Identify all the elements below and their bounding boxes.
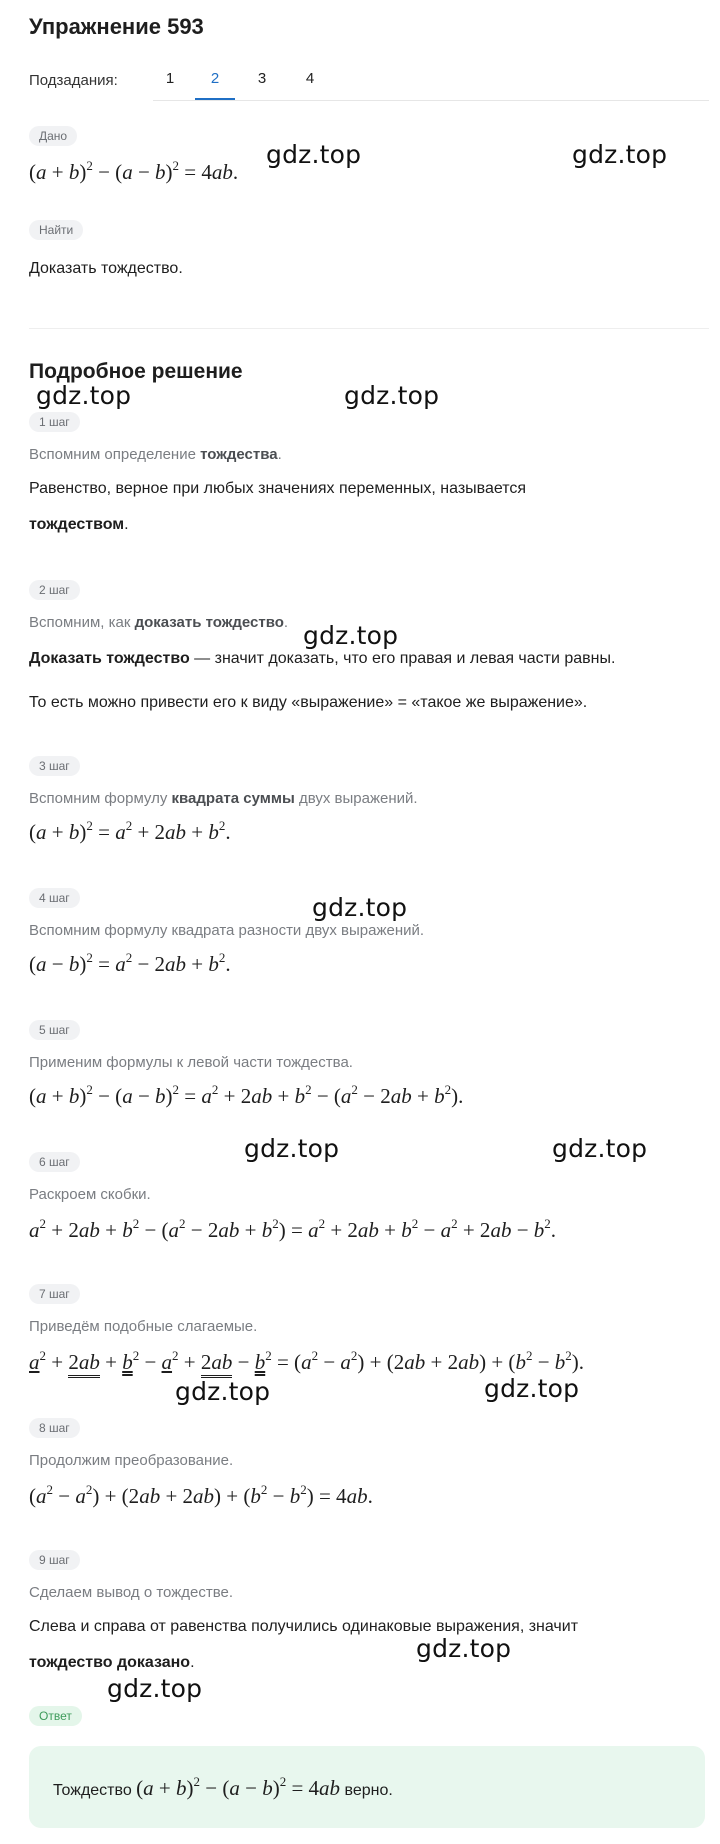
step-6-intro: Раскроем скобки. (29, 1186, 151, 1203)
step-9-text: Слева и справа от равенства получились одинаковые выражения, значит (29, 1618, 579, 1635)
subtasks-bar (29, 62, 709, 100)
step-8-intro: Продолжим преобразование. (29, 1452, 234, 1469)
step-1-text-2: тождеством. (29, 516, 129, 533)
tab-subtask-4[interactable]: 4 (305, 70, 315, 87)
step-1-badge: 1 шаг (29, 412, 80, 432)
find-badge: Найти (29, 220, 83, 240)
step-2-text: Доказать тождество — значит доказать, что его правая и левая части равны. (29, 650, 616, 667)
watermark: gdz.top (416, 1634, 512, 1663)
step-5-intro: Применим формулы к левой части тождества. (29, 1054, 353, 1071)
tab-subtask-3[interactable]: 3 (257, 70, 267, 87)
active-tab-indicator (195, 98, 235, 100)
step-6-badge: 6 шаг (29, 1152, 80, 1172)
step-7-formula: $a^2 + 2ab + b^2 - a^2 + 2ab - b^2 = (a^2 - a^2) + (2ab + 2ab) + (b^2 - b^2)$. (29, 1350, 584, 1375)
step-1-text: Равенство, верное при любых значениях переменных, называется (29, 480, 527, 497)
page-title: Упражнение 593 (29, 14, 204, 39)
solution-title: Подробное решение (29, 360, 243, 383)
step-9-badge: 9 шаг (29, 1550, 80, 1570)
step-4-badge: 4 шаг (29, 888, 80, 908)
step-1-intro: Вспомним определение тождества. (29, 446, 282, 463)
watermark: gdz.top (344, 381, 440, 410)
watermark: gdz.top (484, 1374, 580, 1403)
step-3-formula: $(a + b)^2 = a^2 + 2ab + b^2$. (29, 818, 231, 844)
step-4-intro: Вспомним формулу квадрата разности двух выражений. (29, 922, 425, 939)
step-7-intro: Приведём подобные слагаемые. (29, 1318, 258, 1335)
watermark: gdz.top (266, 140, 362, 169)
step-9-text-2: тождество доказано. (29, 1654, 195, 1671)
answer-box (29, 1746, 705, 1828)
tabs-rule (153, 100, 709, 101)
watermark: gdz.top (36, 381, 132, 410)
given-badge: Дано (29, 126, 77, 146)
step-2-intro: Вспомним, как доказать тождество. (29, 614, 289, 631)
watermark: gdz.top (312, 893, 408, 922)
find-text: Доказать тождество. (29, 260, 183, 277)
step-6-formula: $a^2 + 2ab + b^2 - (a^2 - 2ab + b^2) = a^2 + 2ab + b^2 - a^2 + 2ab - b^2$. (29, 1216, 557, 1242)
watermark: gdz.top (552, 1134, 648, 1163)
step-5-badge: 5 шаг (29, 1020, 80, 1040)
watermark: gdz.top (175, 1377, 271, 1406)
watermark: gdz.top (303, 621, 399, 650)
answer-badge: Ответ (29, 1706, 82, 1726)
subtasks-label: Подзадания: (29, 72, 118, 89)
watermark: gdz.top (107, 1674, 203, 1703)
step-5-formula: $(a + b)^2 - (a - b)^2 = a^2 + 2ab + b^2 - (a^2 - 2ab + b^2)$. (29, 1082, 464, 1108)
step-8-formula: $(a^2 - a^2) + (2ab + 2ab) + (b^2 - b^2) = 4ab$. (29, 1482, 373, 1508)
tab-subtask-2[interactable]: 2 (210, 70, 220, 87)
given-formula: $(a + b)^2 - (a - b)^2 = 4ab$. (29, 158, 239, 184)
watermark: gdz.top (244, 1134, 340, 1163)
step-8-badge: 8 шаг (29, 1418, 80, 1438)
step-9-intro: Сделаем вывод о тождестве. (29, 1584, 234, 1601)
answer-text: Тождество $(a + b)^2 - (a - b)^2 = 4ab$ верно. (53, 1774, 393, 1800)
step-2-text-2: То есть можно привести его к виду «выражение» = «такое же выражение». (29, 694, 588, 711)
watermark: gdz.top (572, 140, 668, 169)
step-3-intro: Вспомним формулу квадрата суммы двух выражений. (29, 790, 418, 807)
section-divider (29, 328, 709, 329)
step-4-formula: $(a - b)^2 = a^2 - 2ab + b^2$. (29, 950, 231, 976)
step-7-badge: 7 шаг (29, 1284, 80, 1304)
tab-subtask-1[interactable]: 1 (165, 70, 175, 87)
step-3-badge: 3 шаг (29, 756, 80, 776)
step-2-badge: 2 шаг (29, 580, 80, 600)
